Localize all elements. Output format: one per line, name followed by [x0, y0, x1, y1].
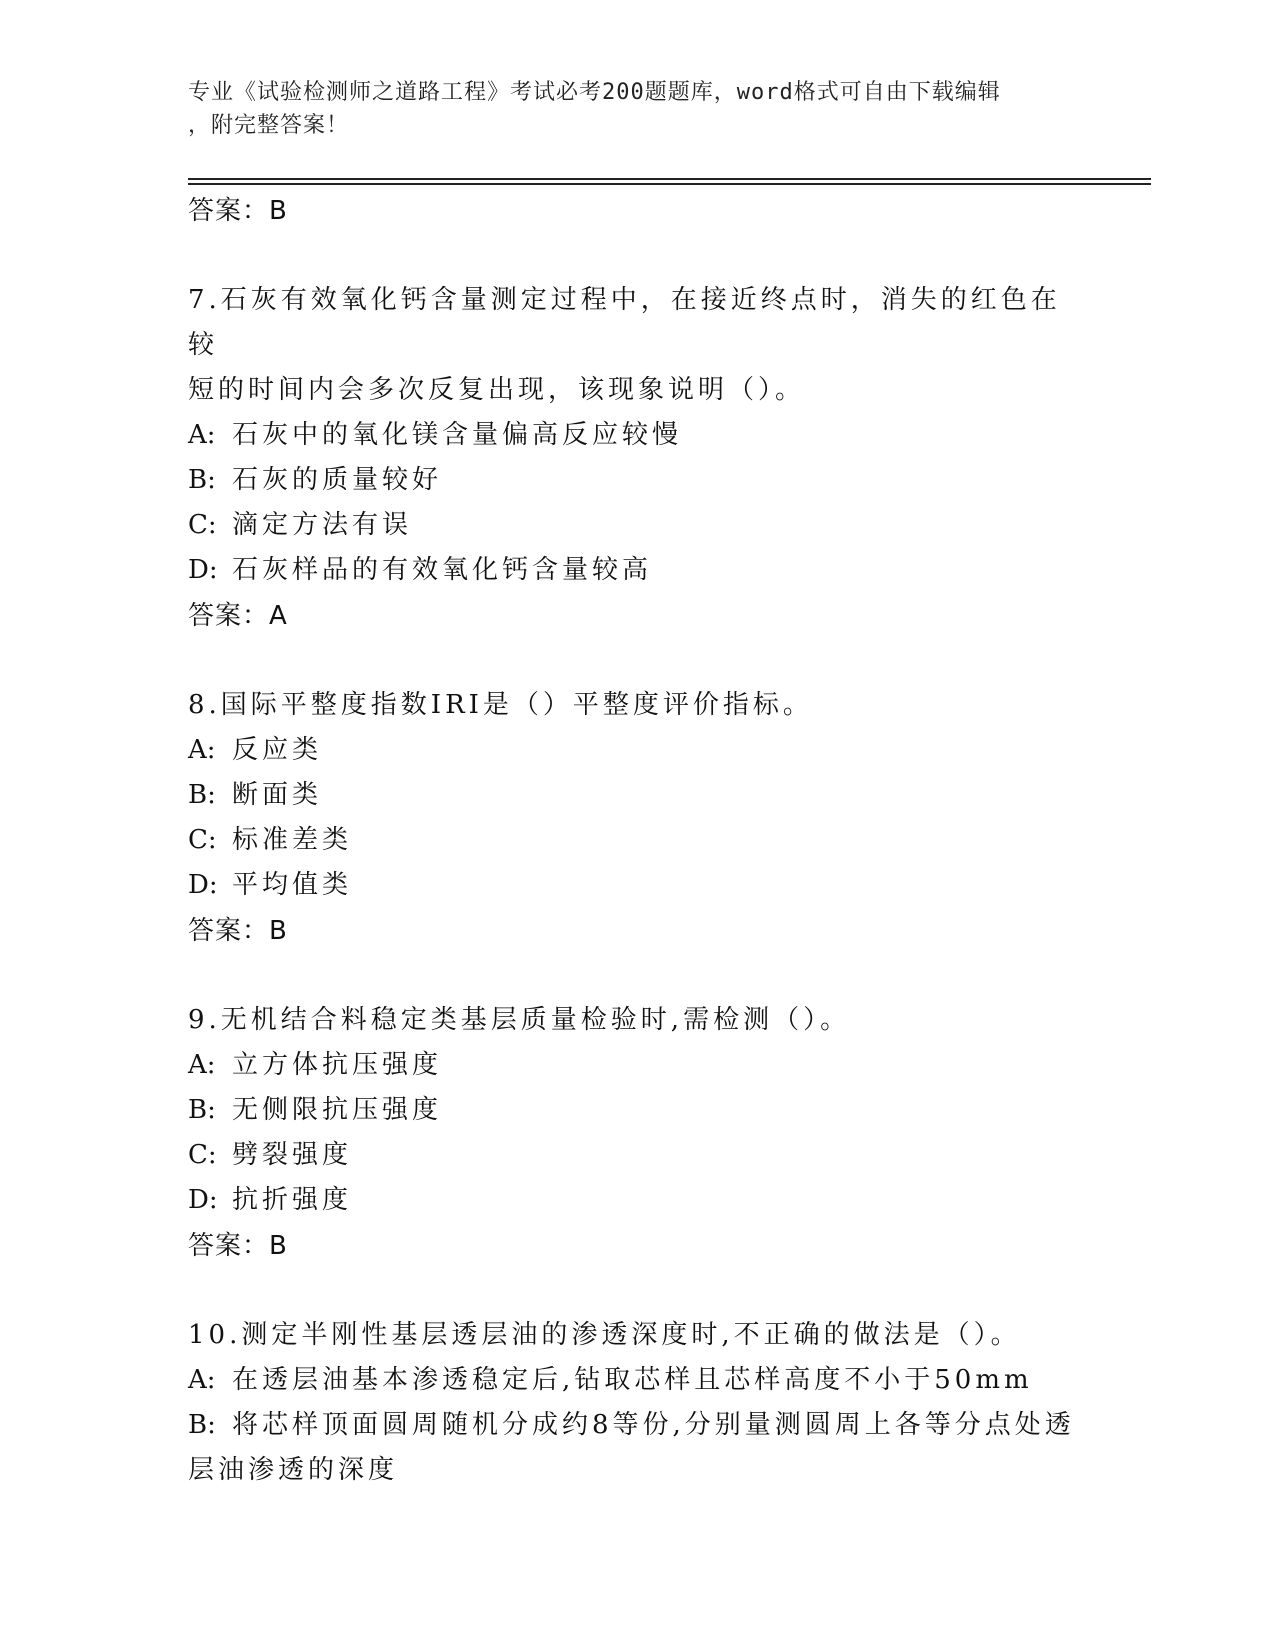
page-header	[188, 76, 1068, 142]
question-stem-cont: 短的时间内会多次反复出现，该现象说明（）。	[188, 375, 806, 405]
option-label: C:	[188, 1140, 217, 1170]
option-text: 劈裂强度	[232, 1140, 353, 1170]
option-a	[188, 1043, 1088, 1088]
question-block-8	[188, 683, 1088, 954]
option-d	[188, 1178, 1088, 1223]
option-label: D:	[188, 555, 218, 585]
answer-line: 答案：B	[188, 196, 288, 226]
option-label: A:	[188, 420, 216, 450]
question-stem: 10.测定半刚性基层透层油的渗透深度时,不正确的做法是（）。	[188, 1320, 1021, 1350]
header-line-1: 专业《试验检测师之道路工程》考试必考200题题库，word格式可自由下载编辑	[188, 80, 1001, 105]
option-label: B:	[188, 465, 216, 495]
option-text: 立方体抗压强度	[232, 1050, 443, 1080]
option-c	[188, 503, 1088, 548]
option-d	[188, 863, 1088, 908]
option-b	[188, 1403, 1088, 1448]
option-a	[188, 1358, 1088, 1403]
option-label: B:	[188, 1410, 216, 1440]
question-block-10	[188, 1313, 1088, 1493]
option-b-continuation: 层油渗透的深度	[188, 1455, 399, 1485]
option-a	[188, 728, 1088, 773]
option-text: 反应类	[232, 735, 323, 765]
option-a	[188, 413, 1088, 458]
answer-line: 答案：B	[188, 1231, 288, 1261]
option-text: 无侧限抗压强度	[232, 1095, 443, 1125]
option-b	[188, 458, 1088, 503]
option-text: 滴定方法有误	[232, 510, 413, 540]
question-stem: 7.石灰有效氧化钙含量测定过程中，在接近终点时，消失的红色在较	[188, 285, 1061, 360]
header-line-2: ，附完整答案！	[188, 113, 350, 138]
question-list	[188, 188, 1088, 1493]
option-text: 石灰中的氧化镁含量偏高反应较慢	[232, 420, 683, 450]
header-rule-bottom	[188, 183, 1151, 185]
question-stem: 9.无机结合料稳定类基层质量检验时,需检测（）。	[188, 1005, 851, 1035]
option-b	[188, 773, 1088, 818]
option-label: C:	[188, 510, 217, 540]
option-d	[188, 548, 1088, 593]
option-text: 将芯样顶面圆周随机分成约8等份,分别量测圆周上各等分点处透	[232, 1410, 1075, 1440]
option-label: D:	[188, 1185, 218, 1215]
option-b	[188, 1088, 1088, 1133]
option-label: A:	[188, 1365, 216, 1395]
option-text: 断面类	[232, 780, 323, 810]
option-text: 在透层油基本渗透稳定后,钻取芯样且芯样高度不小于50mm	[232, 1365, 1033, 1395]
option-text: 标准差类	[232, 825, 353, 855]
answer-line: 答案：B	[188, 916, 288, 946]
option-c	[188, 1133, 1088, 1178]
answer-line: 答案：A	[188, 601, 288, 631]
option-c	[188, 818, 1088, 863]
question-block-7	[188, 278, 1088, 639]
question-stem: 8.国际平整度指数IRI是（）平整度评价指标。	[188, 690, 813, 720]
option-text: 抗折强度	[232, 1185, 353, 1215]
option-text: 石灰的质量较好	[232, 465, 443, 495]
option-label: B:	[188, 780, 216, 810]
question-block-9	[188, 998, 1088, 1269]
option-label: D:	[188, 870, 218, 900]
option-text: 平均值类	[232, 870, 353, 900]
header-rule-top	[188, 178, 1151, 180]
option-text: 石灰样品的有效氧化钙含量较高	[232, 555, 653, 585]
option-label: A:	[188, 1050, 216, 1080]
option-label: A:	[188, 735, 216, 765]
option-label: C:	[188, 825, 217, 855]
option-label: B:	[188, 1095, 216, 1125]
